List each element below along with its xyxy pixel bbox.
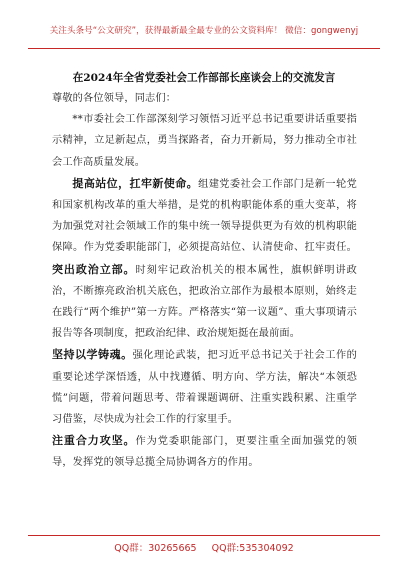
paragraph-2 xyxy=(52,344,357,430)
header-banner: 关注头条号“公文研究”，获得最新最全最专业的公文资料库！ 微信：gongwenyj xyxy=(49,26,359,36)
paragraph-2-heading: 坚持以学铸魂。 xyxy=(52,348,133,362)
intro-paragraph: **市委社会工作部深刻学习领悟习近平总书记重要讲话重要指示精神，立足新起点，勇当探路者，奋力开新局，努力推动全市社会工作高质量发展。 xyxy=(52,114,357,168)
paragraph-1-subheading: 突出政治立部。 xyxy=(52,262,136,276)
paragraph-1-text-b: 时刻牢记政治机关的根本属性，旗帜鲜明讲政治，不断擦亮政治机关底色，把政治立部作为最根本原则，始终走在践行“两个维护”第一方阵。严格落实“第一议题”、重大事项请示报告等各项制度，把政治纪律、政治规矩挺在最前面。 xyxy=(52,264,358,340)
paragraph-2-text: 强化理论武装，把习近平总书记关于社会工作的重要论述学深悟透，从中找遵循、明方向、学方法，解决“本领恐慌”问题，带着问题思考、带着课题调研、注重实践积累、注重学习借鉴，尽快成为社会工作的行家里手。 xyxy=(52,350,357,426)
paragraph-1 xyxy=(52,173,357,345)
salutation: 尊敬的各位领导，同志们： xyxy=(52,93,177,104)
paragraph-1-text-a: 组建党委社会工作部门是新一轮党和国家机构改革的重大举措，是党的机构职能体系的重大变革，将为加强党对社会领域工作的集中统一领导提供更为有效的机构职能保障。作为党委职能部门，必须提高站位、认清使命、扛牢责任。 xyxy=(52,178,357,254)
footer-qq-group-1: QQ群：30265665 xyxy=(114,543,197,554)
footer xyxy=(0,540,408,554)
paragraph-3-heading: 注重合力攻坚。 xyxy=(52,434,136,448)
document-body xyxy=(52,88,357,474)
footer-qq-group-2: QQ群:535304092 xyxy=(211,543,294,554)
header-divider xyxy=(28,48,380,49)
paragraph-1-heading: 提高站位，扛牢新使命。 xyxy=(72,176,199,190)
footer-divider xyxy=(28,535,380,536)
paragraph-3 xyxy=(52,430,357,473)
document-title: 在2024年全省党委社会工作部部长座谈会上的交流发言 xyxy=(72,72,336,84)
paragraph-3-text: 作为党委职能部门，更要注重全面加强党的领导，发挥党的领导总揽全局协调各方的作用。 xyxy=(52,436,358,469)
